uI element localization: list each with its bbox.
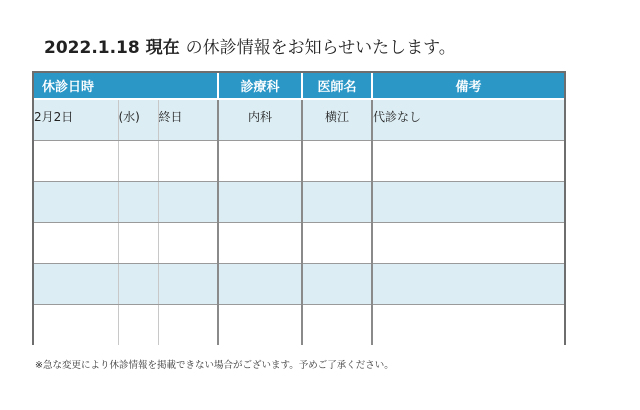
title-text: の休診情報をお知らせいたします。 — [185, 38, 456, 58]
cell-doctor — [302, 181, 372, 222]
cell-doctor — [302, 222, 372, 263]
cell-weekday — [118, 263, 158, 304]
cell-department — [218, 222, 302, 263]
cell-time — [158, 181, 218, 222]
header-note: 備考 — [372, 73, 564, 99]
cell-department — [218, 304, 302, 345]
cell-department: 内科 — [218, 99, 302, 140]
cell-weekday: (水) — [118, 99, 158, 140]
footnote: ※急な変更により休診情報を掲載できない場合がございます。予めご了承ください。 — [35, 360, 394, 371]
cell-note — [372, 304, 564, 345]
table-header-row — [34, 73, 564, 99]
header-department: 診療科 — [218, 73, 302, 99]
table-row — [34, 140, 564, 181]
header-doctor: 医師名 — [302, 73, 372, 99]
cell-time — [158, 304, 218, 345]
schedule-grid — [34, 73, 564, 345]
table-row — [34, 304, 564, 345]
cell-note — [372, 140, 564, 181]
cell-date — [34, 181, 118, 222]
cell-note — [372, 263, 564, 304]
cell-weekday — [118, 140, 158, 181]
page-title — [44, 36, 456, 60]
cell-date — [34, 263, 118, 304]
cell-time: 終日 — [158, 99, 218, 140]
cell-doctor — [302, 304, 372, 345]
table-row — [34, 181, 564, 222]
cell-time — [158, 222, 218, 263]
header-closure-date: 休診日時 — [34, 73, 218, 99]
cell-date — [34, 222, 118, 263]
table-row — [34, 222, 564, 263]
table-row — [34, 99, 564, 140]
cell-doctor: 横江 — [302, 99, 372, 140]
cell-time — [158, 263, 218, 304]
cell-note — [372, 222, 564, 263]
cell-department — [218, 140, 302, 181]
cell-note: 代診なし — [372, 99, 564, 140]
closure-schedule-table — [32, 71, 566, 345]
cell-weekday — [118, 304, 158, 345]
title-date-status: 2022.1.18 現在 — [44, 38, 180, 58]
cell-weekday — [118, 222, 158, 263]
cell-date — [34, 304, 118, 345]
cell-department — [218, 181, 302, 222]
cell-doctor — [302, 263, 372, 304]
cell-note — [372, 181, 564, 222]
cell-department — [218, 263, 302, 304]
table-row — [34, 263, 564, 304]
cell-doctor — [302, 140, 372, 181]
cell-date — [34, 140, 118, 181]
cell-time — [158, 140, 218, 181]
cell-date: 2月2日 — [34, 99, 118, 140]
cell-weekday — [118, 181, 158, 222]
